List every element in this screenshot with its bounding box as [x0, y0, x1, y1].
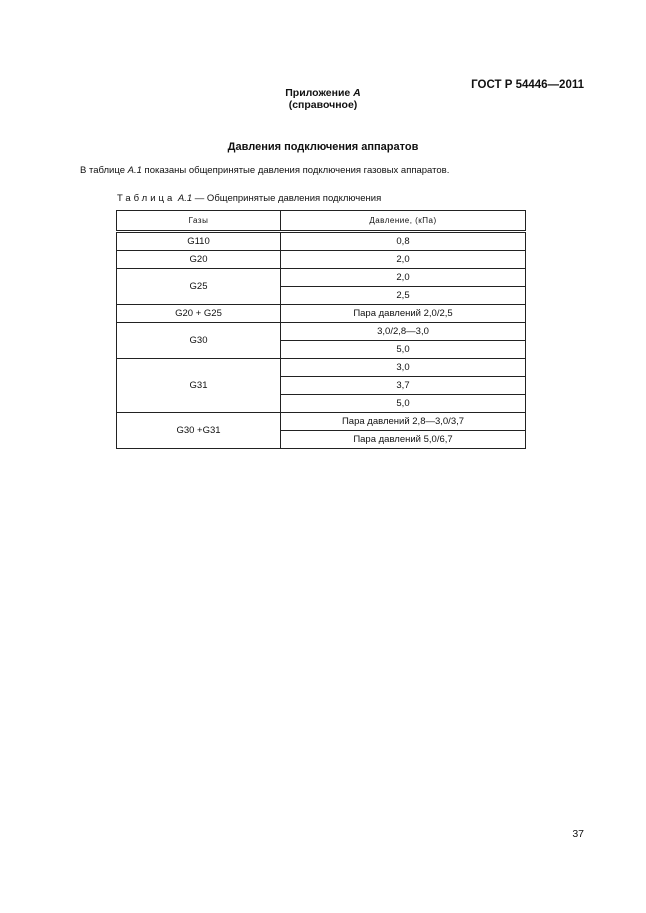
pressure-cell: 2,5 — [281, 287, 526, 305]
gas-cell: G20 — [117, 251, 281, 269]
annex-type: (справочное) — [288, 99, 358, 111]
intro-before: В таблице — [80, 165, 128, 176]
caption-ref: А.1 — [177, 193, 193, 204]
page-number: 37 — [572, 828, 584, 840]
intro-paragraph — [80, 165, 449, 176]
intro-ref: А.1 — [127, 165, 142, 176]
caption-prefix: Таблица — [117, 193, 176, 204]
section-title: Давления подключения аппаратов — [227, 141, 419, 153]
pressure-cell: 3,7 — [281, 377, 526, 395]
table-row — [117, 269, 526, 287]
standard-number: ГОСТ Р 54446—2011 — [471, 79, 584, 91]
pressure-cell: Пара давлений 2,8—3,0/3,7 — [281, 413, 526, 431]
pressure-table — [116, 210, 526, 449]
header-pressure: Давление, (кПа) — [281, 211, 526, 232]
gas-cell: G25 — [117, 269, 281, 305]
annex-letter: А — [353, 87, 361, 99]
table-row — [117, 413, 526, 431]
table-row — [117, 251, 526, 269]
annex-title: Приложение — [285, 87, 351, 99]
table-caption — [117, 193, 381, 204]
table-row — [117, 305, 526, 323]
gas-cell: G31 — [117, 359, 281, 413]
pressure-cell: 2,0 — [281, 269, 526, 287]
pressure-cell: 5,0 — [281, 395, 526, 413]
pressure-cell: 3,0/2,8—3,0 — [281, 323, 526, 341]
gas-cell: G30 — [117, 323, 281, 359]
caption-text: — Общепринятые давления подключения — [192, 193, 382, 204]
gas-cell: G30 +G31 — [117, 413, 281, 449]
pressure-cell: 0,8 — [281, 232, 526, 251]
pressure-cell: 5,0 — [281, 341, 526, 359]
pressure-cell: 3,0 — [281, 359, 526, 377]
header-gases: Газы — [117, 211, 281, 232]
pressure-cell: Пара давлений 2,0/2,5 — [281, 305, 526, 323]
table-row — [117, 323, 526, 341]
table-header-row — [117, 211, 526, 232]
gas-cell: G20 + G25 — [117, 305, 281, 323]
pressure-cell: Пара давлений 5,0/6,7 — [281, 431, 526, 449]
intro-after: показаны общепринятые давления подключения газовых аппаратов. — [141, 165, 450, 176]
pressure-cell: 2,0 — [281, 251, 526, 269]
gas-cell: G110 — [117, 232, 281, 251]
table-row — [117, 359, 526, 377]
table-row — [117, 232, 526, 251]
annex-heading — [0, 87, 646, 111]
